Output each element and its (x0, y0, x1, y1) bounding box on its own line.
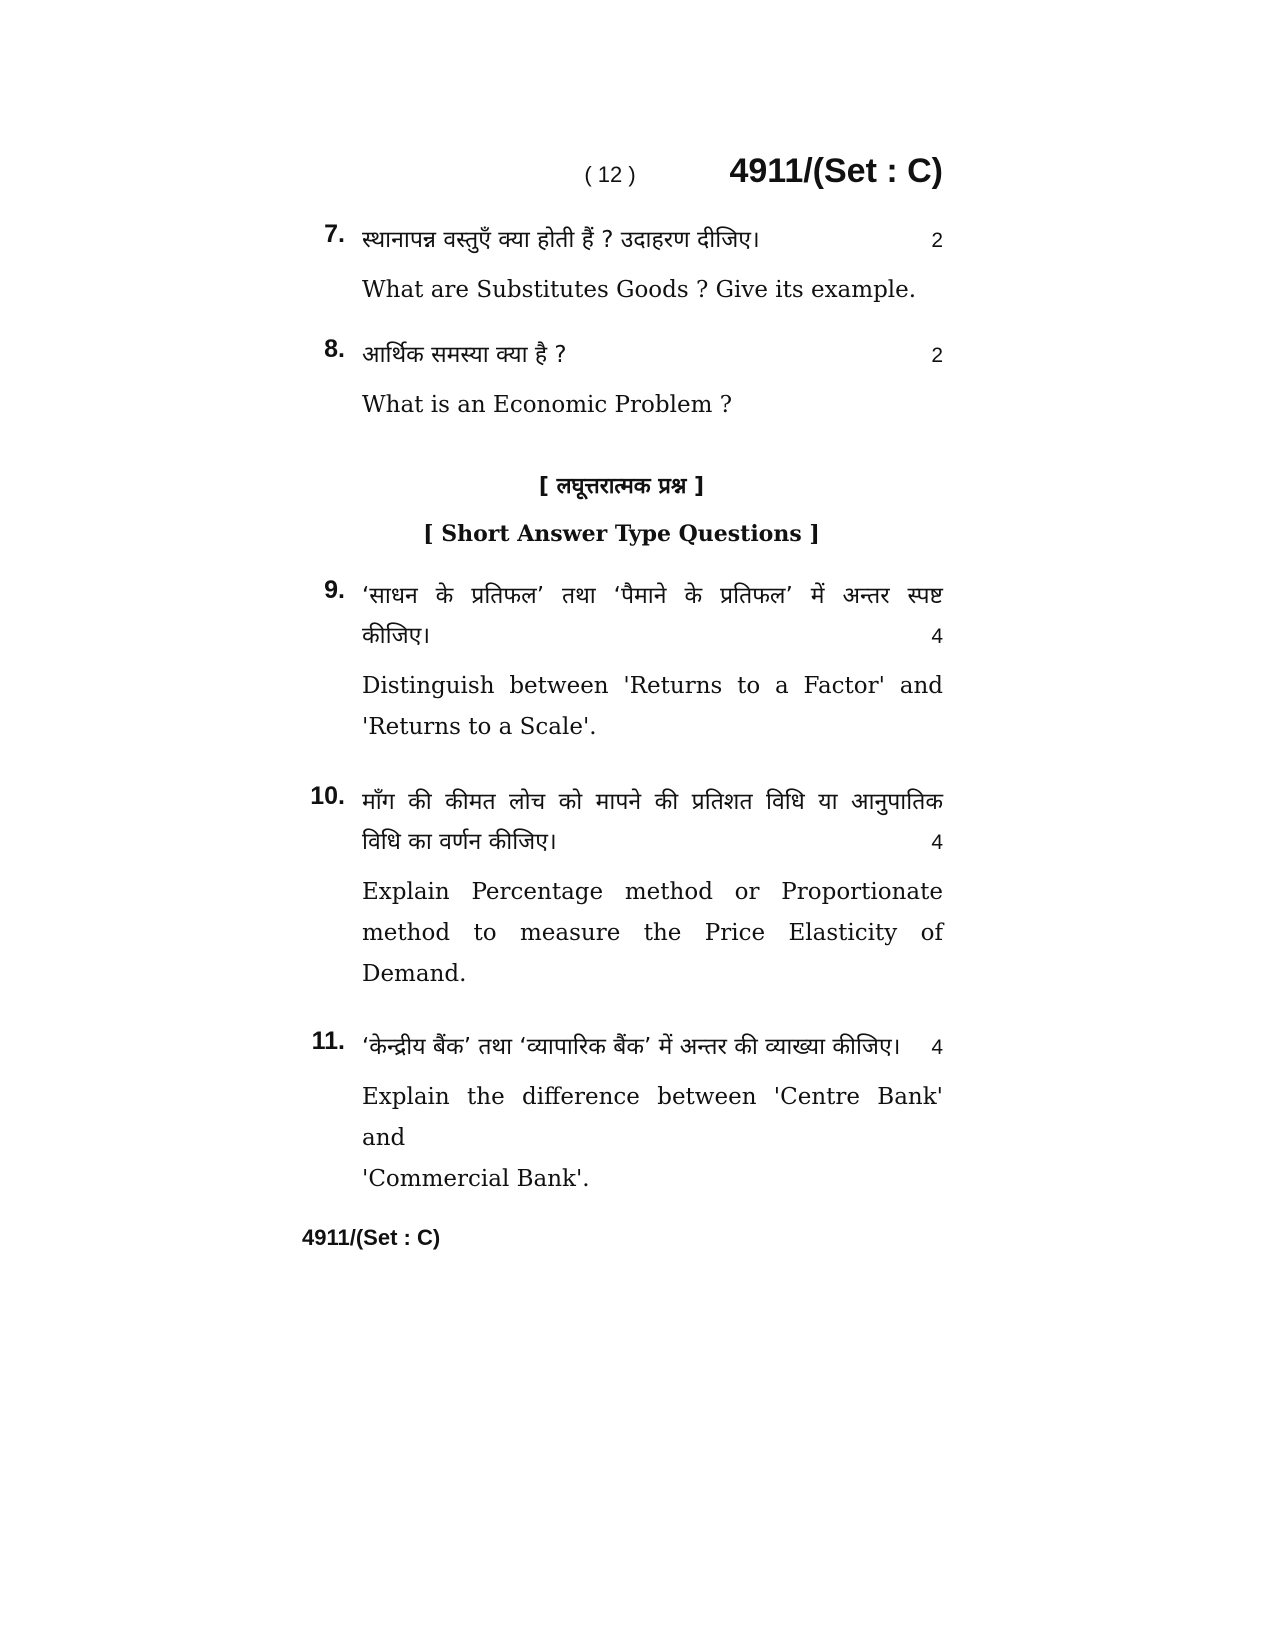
question-11 (300, 1027, 943, 1200)
section-heading-english: [ Short Answer Type Questions ] (423, 521, 820, 547)
question-number: 8. (324, 335, 345, 363)
question-hindi-line-1: ‘साधन के प्रतिफल’ तथा ‘पैमाने के प्रतिफल’ में अन्तर स्पष्ट (362, 583, 943, 609)
set-code-header: 4911/(Set : C) (729, 152, 943, 190)
question-marks: 4 (931, 1036, 943, 1059)
question-7 (300, 220, 943, 311)
question-10 (300, 782, 943, 995)
question-hindi-line-2: कीजिए। (362, 623, 431, 649)
question-english-line-2: 'Returns to a Scale'. (362, 714, 597, 740)
question-number: 9. (324, 576, 345, 604)
question-number: 11. (311, 1027, 345, 1055)
question-english-line-1: Distinguish between 'Returns to a Factor' and (362, 673, 943, 699)
question-hindi-line-2: विधि का वर्णन कीजिए। (362, 829, 557, 855)
section-heading-hindi: [ लघूत्तरात्मक प्रश्न ] (538, 474, 705, 499)
question-9 (300, 576, 943, 748)
question-english-line-2: method to measure the Price Elasticity of (362, 920, 943, 946)
question-hindi: ‘केन्द्रीय बैंक’ तथा ‘व्यापारिक बैंक’ में अन्तर की व्याख्या कीजिए। (362, 1034, 901, 1060)
question-marks: 2 (931, 229, 943, 252)
question-english-line-1: Explain the difference between 'Centre Bank' and (362, 1084, 943, 1151)
question-english-line-2: 'Commercial Bank'. (362, 1166, 590, 1192)
question-number: 10. (310, 782, 345, 810)
question-marks: 4 (931, 625, 943, 648)
question-marks: 4 (931, 831, 943, 854)
question-english-line-1: Explain Percentage method or Proportionate (362, 879, 943, 905)
question-marks: 2 (931, 344, 943, 367)
question-english-line-3: Demand. (362, 961, 467, 987)
set-code-footer: 4911/(Set : C) (302, 1225, 441, 1250)
question-hindi-line-1: माँग की कीमत लोच को मापने की प्रतिशत विधि या आनुपातिक (362, 789, 943, 815)
question-hindi: स्थानापन्न वस्तुएँ क्या होती हैं ? उदाहरण दीजिए। (362, 227, 760, 253)
page-number: ( 12 ) (584, 162, 636, 187)
question-hindi: आर्थिक समस्या क्या है ? (362, 342, 567, 368)
question-english: What are Substitutes Goods ? Give its example. (362, 277, 917, 303)
question-8 (300, 335, 943, 426)
question-english: What is an Economic Problem ? (362, 392, 733, 418)
question-number: 7. (324, 220, 345, 248)
